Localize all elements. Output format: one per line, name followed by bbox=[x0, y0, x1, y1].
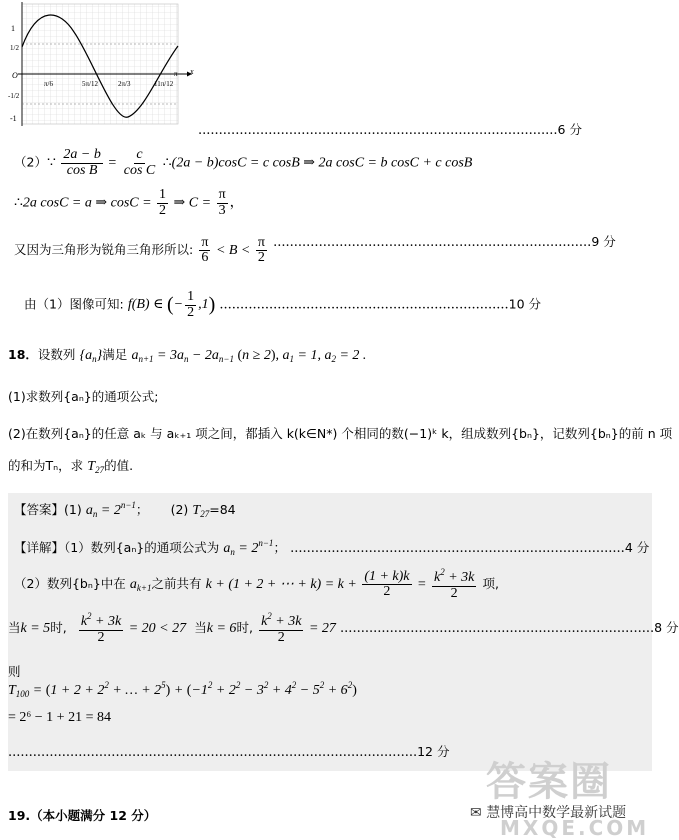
score-12: 12 分 bbox=[417, 744, 450, 759]
part2-step1: （2）∵ $\frac{2a - b}{\text{cos B}}$ = $\frac{c}{\text{cos C}}$ ∴(2a − b)cosC = c cosB ⇒ 2a cosC = b cosC + c cosB bbox=[14, 147, 473, 178]
score-12-line: ...................................................................................................12 分 bbox=[8, 744, 450, 760]
q19-title: 19.（本小题满分 12 分） bbox=[8, 808, 157, 823]
watermark-source: 慧博高中数学最新试题 bbox=[486, 805, 627, 821]
fb-range-line: 由（1）图像可知: f(B) ∈ (− $\frac{1}{2}$ ,1) ......................................................................10 分 bbox=[24, 289, 542, 320]
wechat-icon: ✉ bbox=[470, 805, 482, 821]
y-label-neg-half: -1/2 bbox=[8, 92, 20, 100]
sine-graph bbox=[8, 0, 198, 130]
q18-part2-cont: 的和为Tₙ，求 $T_{27}$的值. bbox=[8, 458, 134, 475]
q18-statement: 18．设数列 $\{a_n\}$满足 $a_{n+1} = 3a_n - 2a_{n-1}$ (n ≥ 2), $a_1 = 1$, $a_2 = 2$ . bbox=[8, 347, 367, 364]
x-label-2pi3: 2π/3 bbox=[118, 80, 131, 88]
q18-part2: (2)在数列{aₙ}的任意 aₖ 与 aₖ₊₁ 项之间，都插入 k(k∈N*) 个相同的数(−1)ᵏ k，组成数列{bₙ}，记数列{bₙ}的前 n 项 bbox=[8, 426, 673, 441]
acute-triangle-line: 又因为三角形为锐角三角形所以: $\frac{\pi}{6}$ < B < $\frac{\pi}{2}$ .............................................................................9 分 bbox=[14, 234, 616, 266]
grid-area bbox=[22, 4, 178, 124]
detail-k-values: 当k = 5时, $\frac{k^2 + 3k}{2}$ = 20 < 27 当k = 6时, $\frac{k^2 + 3k}{2}$ = 27 ............................................................................8 分 bbox=[8, 611, 679, 645]
x-axis-label: x bbox=[190, 67, 194, 76]
watermark-brand: 答案圈 bbox=[486, 759, 612, 805]
score-6-line: .......................................................................................6 分 bbox=[198, 122, 582, 138]
y-label-neg-1: -1 bbox=[10, 114, 17, 123]
final-result: = 2⁶ − 1 + 21 = 84 bbox=[8, 710, 111, 725]
detail-part1: 【详解】（1）数列{aₙ}的通项公式为 $a_n = 2^{n-1}$； .................................................................................4 分 bbox=[14, 538, 650, 557]
part2-step2: ∴2a cosC = a ⇒ cosC = $\frac{1}{2}$ ⇒ C = $\frac{\pi}{3}$ ， bbox=[14, 187, 244, 218]
score-10: 10 分 bbox=[508, 296, 542, 312]
y-label-1: 1 bbox=[11, 24, 15, 33]
detail-part2: （2）数列{bₙ}中在 $a_{k+1}$之前共有 k + (1 + 2 + ⋯ + k) = k + $\frac{(1 + k)k}{2}$ = $\frac{k^2 + 3k}{2}$ 项, bbox=[14, 567, 499, 601]
answer-line: 【答案】(1) $a_n = 2^{n-1}$； (2) $T_{27}=84$ bbox=[14, 500, 236, 519]
score-4: 4 分 bbox=[624, 540, 650, 555]
x-label-5pi12: 5π/12 bbox=[82, 80, 98, 88]
x-label-pi: π bbox=[174, 70, 178, 78]
score-9: 9 分 bbox=[591, 234, 616, 249]
x-label-11pi12: 11π/12 bbox=[154, 80, 174, 88]
q18-part1: (1)求数列{aₙ}的通项公式; bbox=[8, 389, 159, 404]
watermark-url: MXQE.COM bbox=[500, 816, 650, 840]
x-label-pi6: π/6 bbox=[44, 80, 53, 88]
score-8: 8 分 bbox=[654, 619, 679, 635]
origin-label: O bbox=[12, 71, 18, 80]
y-label-half: 1/2 bbox=[10, 44, 19, 52]
t-sum-line: 则 $T_{100} = (1 + 2 + 2^2$ + … + $2^5) + (-1^2 + 2^2 - 3^2 + 4^2 - 5^2 + 6^2)$ bbox=[8, 664, 357, 699]
score-6: 6 分 bbox=[557, 122, 582, 137]
